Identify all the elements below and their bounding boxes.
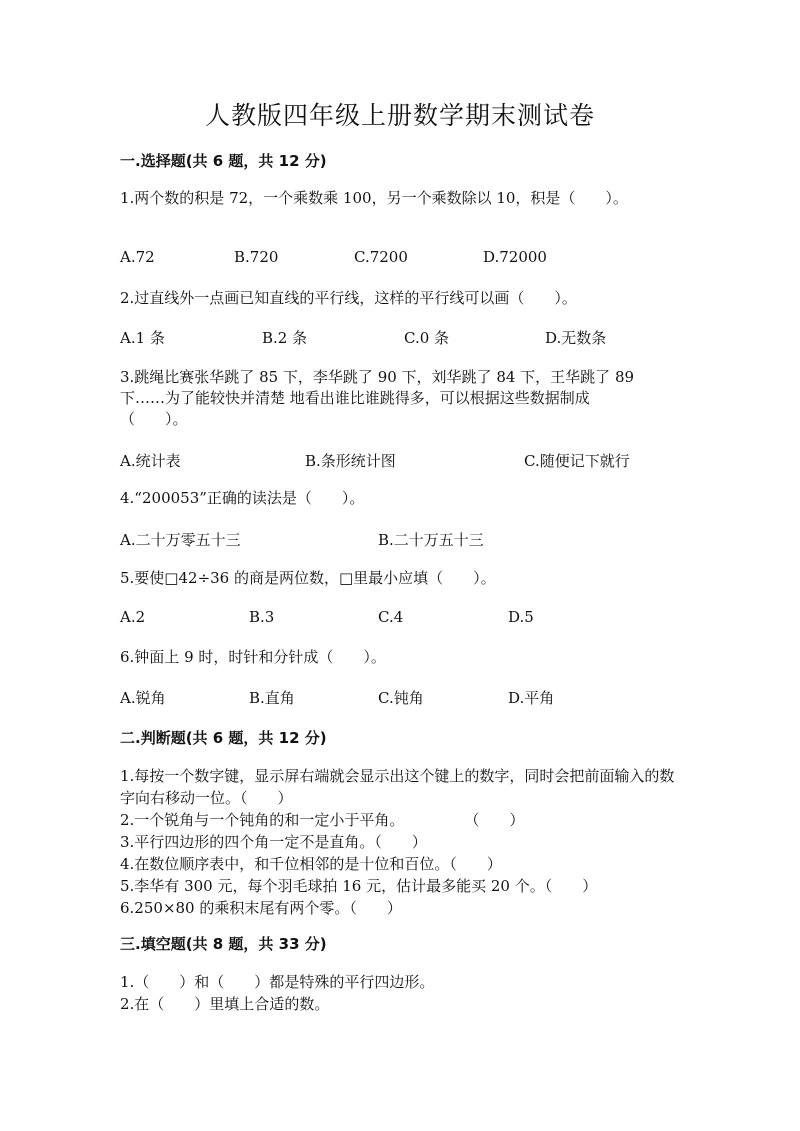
q3-option-b: B.条形统计图 — [305, 452, 396, 470]
tf-item: 4.在数位顺序表中，和千位相邻的是十位和百位。（ ） — [120, 855, 502, 873]
q5-option-c: C.4 — [378, 608, 404, 626]
q1-option-d: D.72000 — [483, 248, 547, 266]
q1-option-c: C.7200 — [354, 248, 408, 266]
section-heading-true-false: 二.判断题(共 6 题，共 12 分) — [120, 729, 327, 747]
true-false-list — [120, 765, 680, 919]
q2-option-a: A.1 条 — [120, 329, 165, 347]
fill-blank-list — [120, 971, 434, 1015]
q4-option-b: B.二十万五十三 — [378, 531, 484, 549]
section-heading-choice: 一.选择题(共 6 题，共 12 分) — [120, 152, 327, 170]
page-title: 人教版四年级上册数学期末测试卷 — [204, 101, 595, 130]
q6-option-c: C.钝角 — [378, 689, 424, 707]
question-3-line-2: 下……为了能较快并清楚 地看出谁比谁跳得多，可以根据这些数据制成 — [120, 389, 590, 407]
q5-option-b: B.3 — [249, 608, 275, 626]
section-heading-fill-blank: 三.填空题(共 8 题，共 33 分) — [120, 935, 327, 953]
question-3-line-1: 3.跳绳比赛张华跳了 85 下，李华跳了 90 下，刘华跳了 84 下，王华跳了 89 — [120, 368, 635, 386]
tf-item: 5.李华有 300 元，每个羽毛球拍 16 元，估计最多能买 20 个。（ ） — [120, 877, 598, 895]
q3-option-c: C.随便记下就行 — [524, 452, 630, 470]
fill-item: 1.（ ）和（ ）都是特殊的平行四边形。 — [120, 973, 435, 991]
tf-item: 6.250×80 的乘积末尾有两个零。（ ） — [120, 899, 402, 917]
question-2: 2.过直线外一点画已知直线的平行线，这样的平行线可以画（ ）。 — [120, 289, 577, 307]
tf-item: 1.每按一个数字键，显示屏右端就会显示出这个键上的数字，同时会把前面输入的数字向右移动一位。（ ） — [120, 767, 675, 807]
q2-option-b: B.2 条 — [262, 329, 308, 347]
question-1: 1.两个数的积是 72，一个乘数乘 100，另一个乘数除以 10，积是（ ）。 — [120, 189, 628, 207]
tf-item: 3.平行四边形的四个角一定不是直角。（ ） — [120, 833, 427, 851]
q4-option-a: A.二十万零五十三 — [120, 531, 241, 549]
q6-option-a: A.锐角 — [120, 689, 166, 707]
fill-item: 2.在（ ）里填上合适的数。 — [120, 995, 330, 1013]
q5-option-d: D.5 — [508, 608, 534, 626]
q3-option-a: A.统计表 — [120, 452, 181, 470]
q6-option-d: D.平角 — [508, 689, 555, 707]
q1-option-a: A.72 — [120, 248, 155, 266]
q1-option-b: B.720 — [234, 248, 279, 266]
question-3-line-3: （ ）。 — [120, 410, 188, 428]
q6-option-b: B.直角 — [249, 689, 295, 707]
question-4: 4.“200053”正确的读法是（ ）。 — [120, 489, 365, 507]
tf-item: 2.一个锐角与一个钝角的和一定小于平角。 （ ） — [120, 811, 525, 829]
question-6: 6.钟面上 9 时，时针和分针成（ ）。 — [120, 648, 386, 666]
q5-option-a: A.2 — [120, 608, 146, 626]
question-5: 5.要使□42÷36 的商是两位数，□里最小应填（ ）。 — [120, 569, 496, 587]
q2-option-c: C.0 条 — [404, 329, 450, 347]
q2-option-d: D.无数条 — [545, 329, 607, 347]
